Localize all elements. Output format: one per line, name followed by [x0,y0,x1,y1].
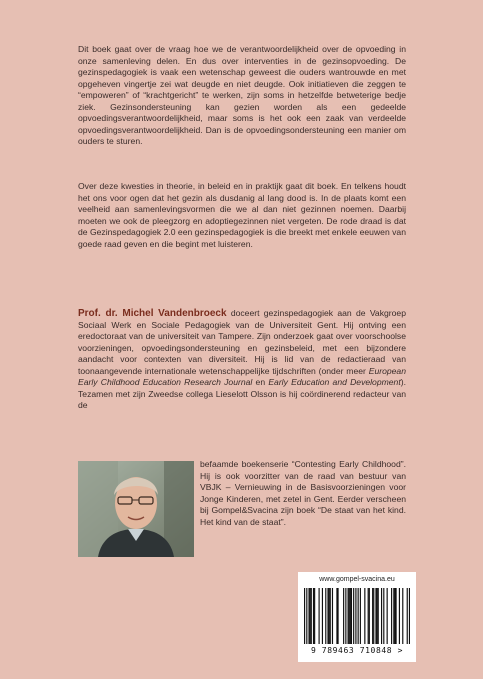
journal-title-2: Early Education and Development [268,377,401,387]
isbn-number: 9 789463 710848 > [310,646,404,655]
bio-and: en [252,377,269,387]
bio-text-1: doceert gezinspedagogiek aan de Vakgroep Sociaal Werk en Sociale Pedagogiek van de Universiteit Gent. Hij ontving een eredoctoraat van de universiteit van Tampere. Zijn onderzoek gaat over voorschoolse voorzieningen, opvoedingsondersteuning en gezinsbeleid, met een bijzondere aandacht voor contexten van diversiteit. Hij is lid van de redactieraad van toonaangevende internationale wetenschappelijke tijdschriften (onder meer [78,308,406,376]
journal-title-1: European Early Childhood Education Research Journal [78,365,406,387]
author-bio [78,308,406,412]
intro-paragraph-1: Dit boek gaat over de vraag hoe we de verantwoordelijkheid over de opvoeding in onze samenleving delen. En dus over interventies in de gezinsopvoeding. De gezinspedagogiek is vaak een wetenschap geweest die ouders wantrouwde en met opgeheven vingertje zei wat deugde en niet deugde. Ook initiatieven die zeggen te “empoweren” of “krachtgericht” te werken, zijn soms in hetzelfde betweterige bedje ziek. Gezinsondersteuning kan gezien worden als een gedeelde opvoedingsverantwoordelijkheid, maar soms is het ook een zaak van verdeelde opvoedingsverantwoordelijkheid. Dan is de opvoedingsondersteuning een manier om ouders te sturen. [78,44,406,146]
author-photo [78,461,194,557]
author-name: Prof. dr. Michel Vandenbroeck [78,308,227,319]
isbn-barcode [304,588,410,646]
author-bio-continued: befaamde boekenserie “Contesting Early Childhood”. Hij is ook voorzitter van de raad van bestuur van VBJK – Vernieuwing in de Basisvoorzieningen voor Jonge Kinderen, met zetel in Gent. Eerder verscheen bij Gompel&Svacina zijn boek “De staat van het kind. Het kind van de staat”. [200,459,406,527]
bio-text-2: ). Tezamen met zijn Zweedse collega Lieselott Olsson is hij coördinerend redacteur van de [78,377,406,410]
publisher-url: www.gompel-svacina.eu [319,576,395,583]
intro-paragraph-2: Over deze kwesties in theorie, in beleid en in praktijk gaat dit boek. En telkens houdt het ons voor ogen dat het gezin als dusdanig al lang dood is. In de plaats komt een veelheid aan samenlevingsvormen die we al dan niet gezinnen noemen. Daarbij moeten we ook de pleegzorg en adoptiegezinnen niet vergeten. De rode draad is dat de Gezinspedagogiek 2.0 een gezinspedagogiek is die breekt met enkele eeuwen van goede raad geven en die begint met luisteren. [78,181,406,249]
barcode-label [298,572,416,662]
